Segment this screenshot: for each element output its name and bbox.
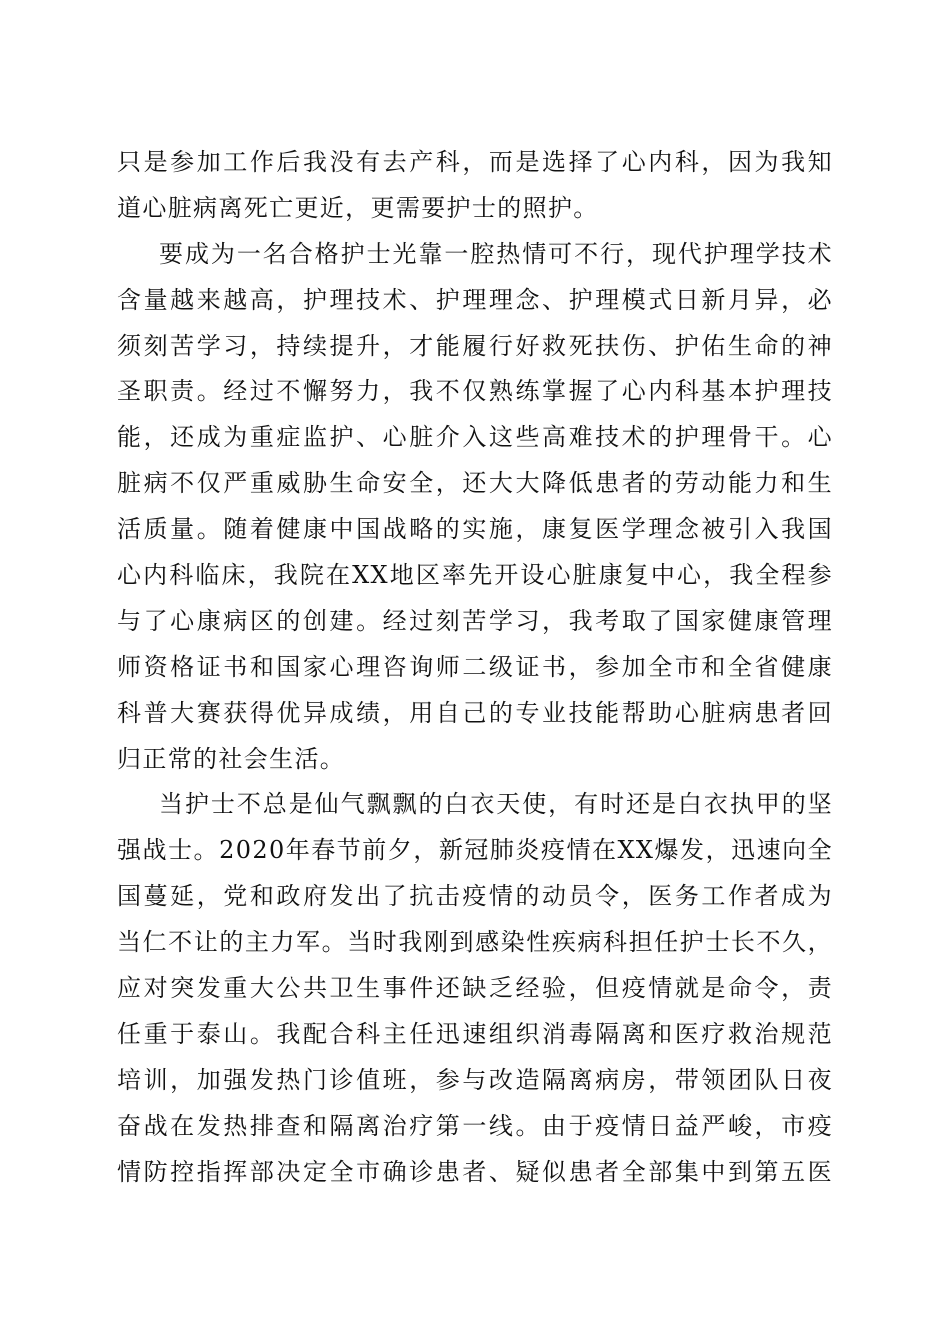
- text-line: 当护士不总是仙气飘飘的白衣天使，有时还是白衣执甲的坚: [159, 790, 833, 819]
- text-line: 应对突发重大公共卫生事件还缺乏经验，但疫情就是命令，责: [117, 974, 833, 1003]
- text-line: 活质量。随着健康中国战略的实施，康复医学理念被引入我国: [117, 515, 833, 544]
- text-line: 当仁不让的主力军。当时我刚到感染性疾病科担任护士长不久，: [117, 928, 833, 957]
- text-line: 国蔓延，党和政府发出了抗击疫情的动员令，医务工作者成为: [117, 882, 833, 911]
- text-line: 情防控指挥部决定全市确诊患者、疑似患者全部集中到第五医: [117, 1157, 833, 1186]
- text-line: 须刻苦学习，持续提升，才能履行好救死扶伤、护佑生命的神: [117, 331, 833, 360]
- text-line: 师资格证书和国家心理咨询师二级证书，参加全市和全省健康: [117, 652, 833, 681]
- text-line: 要成为一名合格护士光靠一腔热情可不行，现代护理学技术: [159, 239, 833, 268]
- text-line: 科普大赛获得优异成绩，用自己的专业技能帮助心脏病患者回: [117, 698, 833, 727]
- text-line: 归正常的社会生活。: [117, 744, 346, 773]
- text-line: 圣职责。经过不懈努力，我不仅熟练掌握了心内科基本护理技: [117, 377, 833, 406]
- text-line: 道心脏病离死亡更近，更需要护士的照护。: [117, 193, 599, 222]
- text-line: 心内科临床，我院在XX地区率先开设心脏康复中心，我全程参: [117, 561, 833, 590]
- text-line: 能，还成为重症监护、心脏介入这些高难技术的护理骨干。心: [117, 423, 833, 452]
- text-line: 奋战在发热排查和隔离治疗第一线。由于疫情日益严峻，市疫: [117, 1111, 833, 1140]
- text-line: 与了心康病区的创建。经过刻苦学习，我考取了国家健康管理: [117, 606, 833, 635]
- text-line: 只是参加工作后我没有去产科，而是选择了心内科，因为我知: [117, 148, 833, 176]
- text-line: 培训，加强发热门诊值班，参与改造隔离病房，带领团队日夜: [117, 1065, 833, 1094]
- text-line: 脏病不仅严重威胁生命安全，还大大降低患者的劳动能力和生: [117, 469, 833, 498]
- text-line: 任重于泰山。我配合科主任迅速组织消毒隔离和医疗救治规范: [117, 1019, 833, 1048]
- text-line: 含量越来越高，护理技术、护理理念、护理模式日新月异，必: [117, 285, 833, 314]
- text-line: 强战士。2020年春节前夕，新冠肺炎疫情在XX爆发，迅速向全: [117, 836, 833, 865]
- document-body: [117, 140, 833, 1195]
